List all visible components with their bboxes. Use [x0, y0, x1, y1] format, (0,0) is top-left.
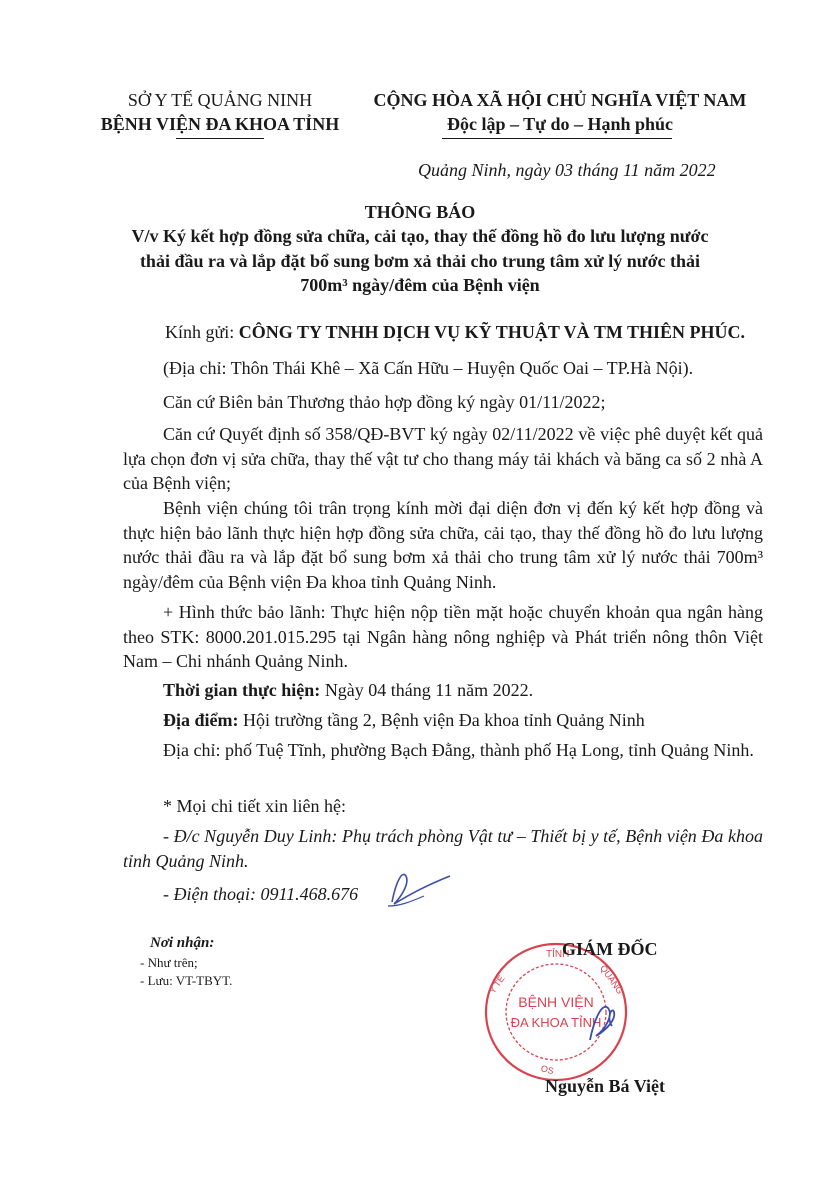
signer-name — [545, 1074, 665, 1098]
invitation-text: Bệnh viện chúng tôi trân trọng kính mời đại diện đơn vị đến ký kết hợp đồng và thực hiện bảo lãnh thực hiện hợp đồng sửa chữa, cải tạo, thay thế đồng hồ đo lưu lượng nước thải đầu ra và lắp đặt bổ sung bơm xả thải cho trung tâm xử lý nước thải 700m³ ngày/đêm của Bệnh viện Đa khoa tỉnh Quảng Ninh. — [123, 498, 763, 592]
org-parent-text: SỞ Y TẾ QUẢNG NINH — [127, 90, 313, 110]
svg-text:OS: OS — [539, 1063, 555, 1077]
signature-icon — [580, 990, 640, 1050]
seal-ring-right: QUẢNG — [598, 963, 626, 996]
guarantee-paragraph — [123, 600, 763, 674]
document-title-text: THÔNG BÁO — [364, 202, 476, 222]
recipient-item-1 — [140, 954, 198, 972]
place-line — [163, 708, 773, 733]
national-motto — [350, 112, 770, 136]
contact-intro — [163, 794, 763, 819]
recipient-prefix: Kính gửi: — [165, 322, 239, 342]
org-parent — [85, 88, 355, 112]
recipient-item-2 — [140, 972, 232, 990]
invitation-paragraph — [123, 496, 763, 594]
basis-2 — [123, 422, 763, 496]
recipients-title-text: Nơi nhận: — [150, 935, 215, 951]
national-title — [350, 88, 770, 112]
recipient-address-text: (Địa chỉ: Thôn Thái Khê – Xã Cấn Hữu – Huyện Quốc Oai – TP.Hà Nội). — [163, 358, 694, 378]
motto-underline — [442, 138, 672, 139]
contact-person-text: - Đ/c Nguyễn Duy Linh: Phụ trách phòng Vật tư – Thiết bị y tế, Bệnh viện Đa khoa tỉnh Quảng Ninh. — [123, 826, 763, 871]
signer-name-text: Nguyễn Bá Việt — [545, 1076, 666, 1096]
place-value: Hội trường tầng 2, Bệnh viện Đa khoa tỉnh Quảng Ninh — [238, 710, 645, 730]
signer-title-text: GIÁM ĐỐC — [562, 939, 658, 959]
date-line-text: Quảng Ninh, ngày 03 tháng 11 năm 2022 — [418, 160, 716, 180]
seal-ring-top: TỈNH — [546, 949, 570, 960]
subject-line-2: thải đầu ra và lắp đặt bổ sung bơm xả thải cho trung tâm xử lý nước thải — [139, 250, 701, 271]
recipient-item-2-text: - Lưu: VT-TBYT. — [140, 973, 233, 988]
document-title — [80, 200, 760, 224]
national-title-text: CỘNG HÒA XÃ HỘI CHỦ NGHĨA VIỆT NAM — [373, 90, 747, 110]
recipient-item-1-text: - Như trên; — [140, 955, 198, 970]
basis-1 — [163, 390, 763, 415]
initial-scribble-icon — [380, 862, 460, 912]
org-underline — [176, 138, 264, 139]
basis-1-text: Căn cứ Biên bản Thương thảo hợp đồng ký ngày 01/11/2022; — [163, 392, 606, 412]
basis-2-text: Căn cứ Quyết định số 358/QĐ-BVT ký ngày 02/11/2022 về việc phê duyệt kết quả lựa chọn đơn vị sửa chữa, thay thế vật tư cho thang máy tải khách và băng ca số 2 nhà A của Bệnh viện; — [123, 424, 763, 493]
time-line — [163, 678, 763, 703]
guarantee-text: + Hình thức bảo lãnh: Thực hiện nộp tiền mặt hoặc chuyển khoản qua ngân hàng theo STK: 8000.201.015.295 tại Ngân hàng nông nghiệp và Phát triển nông thôn Việt Nam – Chi nhánh Quảng Ninh. — [123, 602, 763, 671]
seal-text-line-2: ĐA KHOA TỈNH — [510, 1015, 602, 1030]
contact-phone-text: - Điện thoại: 0911.468.676 — [163, 884, 359, 904]
recipient-line — [165, 320, 775, 345]
venue-address-text: Địa chỉ: phố Tuệ Tĩnh, phường Bạch Đằng, thành phố Hạ Long, tỉnh Quảng Ninh. — [163, 740, 754, 760]
subject-line-1: V/v Ký kết hợp đồng sửa chữa, cải tạo, thay thế đồng hồ đo lưu lượng nước — [131, 226, 709, 246]
contact-phone — [163, 882, 563, 907]
seal-text-line-1: BỆNH VIỆN — [518, 994, 594, 1010]
org-name — [85, 112, 355, 136]
subject-line-3: 700m³ ngày/đêm của Bệnh viện — [300, 275, 540, 295]
org-name-text: BỆNH VIỆN ĐA KHOA TỈNH — [100, 114, 340, 134]
contact-intro-text: * Mọi chi tiết xin liên hệ: — [163, 796, 346, 816]
document-subject — [70, 224, 770, 298]
venue-address — [123, 738, 763, 763]
national-motto-text: Độc lập – Tự do – Hạnh phúc — [446, 114, 674, 134]
time-value: Ngày 04 tháng 11 năm 2022. — [320, 680, 534, 700]
recipient-address — [163, 356, 783, 381]
signer-title — [562, 937, 658, 961]
place-label: Địa điểm: — [163, 710, 239, 730]
seal-ring-left: Y TẾ — [487, 973, 507, 996]
recipient-name: CÔNG TY TNHH DỊCH VỤ KỸ THUẬT VÀ TM THIÊN PHÚC. — [238, 322, 746, 342]
recipients-title — [150, 934, 214, 952]
time-label: Thời gian thực hiện: — [163, 680, 321, 700]
date-line — [418, 158, 778, 183]
